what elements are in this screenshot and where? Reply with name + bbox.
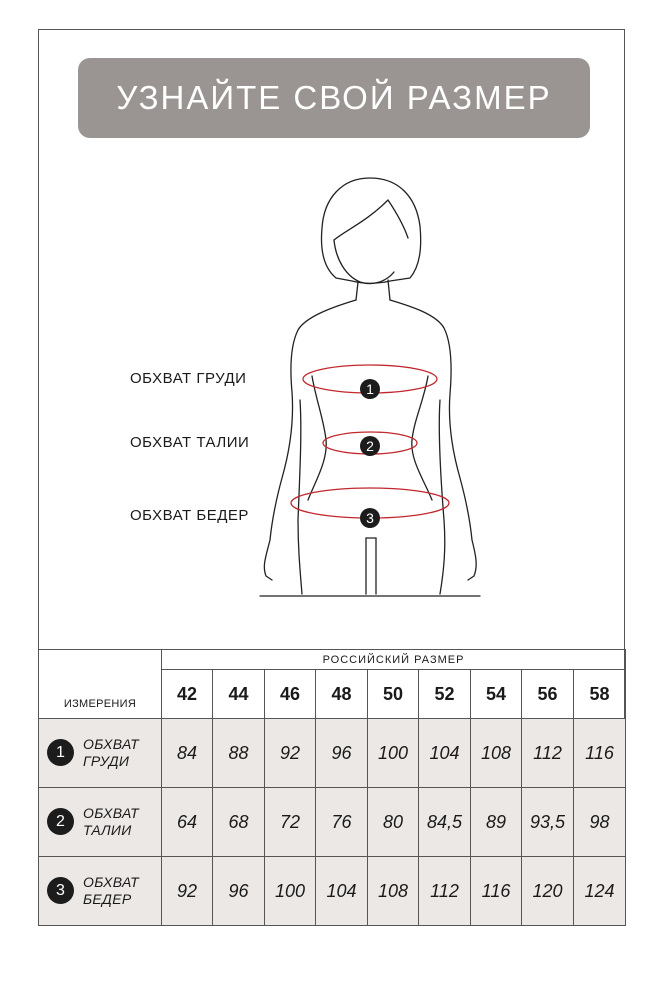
- table-cell: 100: [265, 857, 316, 926]
- table-cell: 84: [162, 719, 213, 788]
- page-title: УЗНАЙТЕ СВОЙ РАЗМЕР: [116, 79, 552, 116]
- table-cell: 96: [213, 857, 265, 926]
- size-header: 58: [574, 670, 626, 719]
- size-header: 46: [265, 670, 316, 719]
- size-header: 50: [368, 670, 419, 719]
- russian-size-caption: РОССИЙСКИЙ РАЗМЕР: [162, 650, 626, 670]
- size-table: [38, 649, 625, 924]
- row-number-badge: 3: [47, 877, 74, 904]
- size-header: 44: [213, 670, 265, 719]
- table-cell: 104: [419, 719, 471, 788]
- table-cell: 96: [316, 719, 368, 788]
- hips-label: ОБХВАТ БЕДЕР: [130, 507, 249, 524]
- table-cell: 88: [213, 719, 265, 788]
- title-banner: [78, 58, 590, 138]
- table-cell: 98: [574, 788, 626, 857]
- marker-2: 2: [366, 438, 374, 454]
- table-cell: 68: [213, 788, 265, 857]
- chest-label: ОБХВАТ ГРУДИ: [130, 370, 247, 387]
- table-cell: 104: [316, 857, 368, 926]
- row-label-text: ОБХВАТ ТАЛИИ: [83, 805, 140, 838]
- table-cell: 100: [368, 719, 419, 788]
- table-row-chest: [39, 719, 626, 788]
- row-number-badge: 1: [47, 739, 74, 766]
- table-cell: 112: [522, 719, 574, 788]
- size-header: 52: [419, 670, 471, 719]
- row-label-text: ОБХВАТ БЕДЕР: [83, 874, 140, 907]
- table-row-hips: [39, 857, 626, 926]
- table-cell: 89: [471, 788, 522, 857]
- marker-3: 3: [366, 510, 374, 526]
- waist-label: ОБХВАТ ТАЛИИ: [130, 434, 250, 451]
- row-label: [39, 719, 162, 788]
- marker-1: 1: [366, 381, 374, 397]
- table-cell: 92: [265, 719, 316, 788]
- body-figure-illustration: [250, 170, 490, 610]
- table-cell: 93,5: [522, 788, 574, 857]
- measurements-header: ИЗМЕРЕНИЯ: [39, 650, 162, 719]
- size-header: 48: [316, 670, 368, 719]
- table-cell: 108: [471, 719, 522, 788]
- size-header: 56: [522, 670, 574, 719]
- table-cell: 64: [162, 788, 213, 857]
- table-cell: 108: [368, 857, 419, 926]
- table-cell: 120: [522, 857, 574, 926]
- table-cell: 84,5: [419, 788, 471, 857]
- size-header: 42: [162, 670, 213, 719]
- table-cell: 76: [316, 788, 368, 857]
- table-cell: 116: [471, 857, 522, 926]
- row-label: [39, 788, 162, 857]
- table-cell: 112: [419, 857, 471, 926]
- table-cell: 92: [162, 857, 213, 926]
- table-cell: 80: [368, 788, 419, 857]
- row-label-text: ОБХВАТ ГРУДИ: [83, 736, 140, 769]
- size-header: 54: [471, 670, 522, 719]
- row-number-badge: 2: [47, 808, 74, 835]
- table-cell: 124: [574, 857, 626, 926]
- table-row-waist: [39, 788, 626, 857]
- table-cell: 116: [574, 719, 626, 788]
- table-cell: 72: [265, 788, 316, 857]
- row-label: [39, 857, 162, 926]
